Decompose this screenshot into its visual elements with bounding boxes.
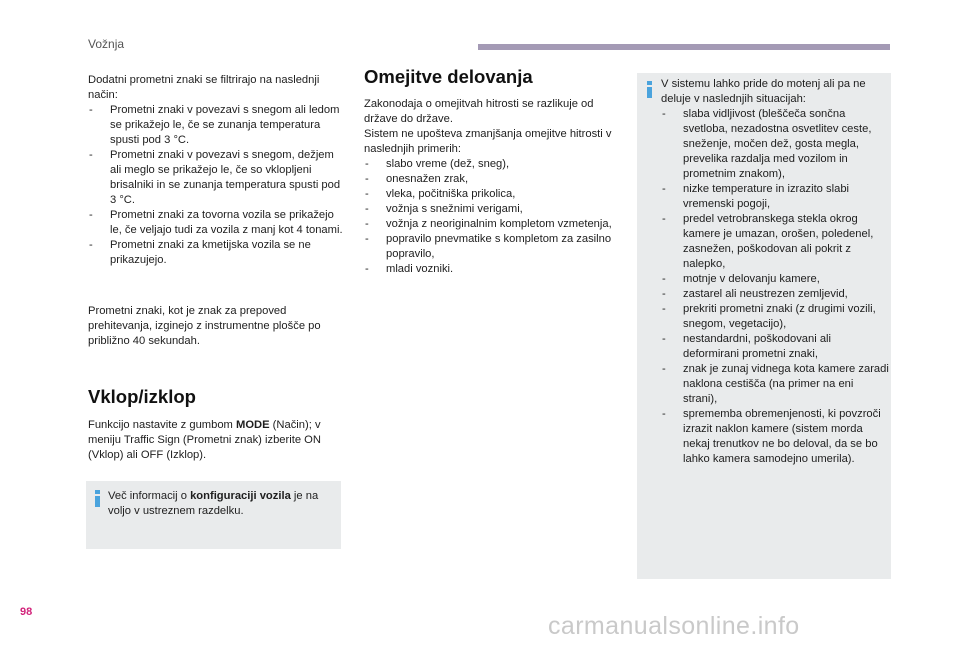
list-item: - prekriti prometni znaki (z drugimi vozili, snegom, vegetacijo), [661,302,890,332]
list-item: - Prometni znaki v povezavi s snegom ali ledom se prikažejo le, če se zunanja temperatura spusti pod 3 °C. [88,103,344,148]
vklop-text-before: Funkcijo nastavite z gumbom [88,419,236,431]
list-item: - vožnja z neoriginalnim kompletom vzmetenja, [364,217,620,232]
list-item: - motnje v delovanju kamere, [661,272,890,287]
filter-intro: Dodatni prometni znaki se filtrirajo na naslednji način: [88,74,320,101]
malfunction-note-text [661,77,890,467]
watermark: carmanualsonline.info [548,612,800,640]
list-item: - Prometni znaki za tovorna vozila se prikažejo le, če veljajo tudi za vozila z manj kot 4 tonami. [88,208,344,238]
vklop-heading: Vklop/izklop [88,386,196,407]
info-note-box [86,481,341,549]
header-bar [478,44,890,50]
limitations-list [364,157,620,277]
system-paragraph: Sistem ne upošteva zmanjšanja omejitve hitrosti v naslednjih primerih: [364,128,612,155]
list-item: - zastarel ali neustrezen zemljevid, [661,287,890,302]
list-item: - slaba vidljivost (bleščeča sončna svetloba, nezadostna osvetlitev ceste, sneženje, močen dež, gosta megla, prevelika razdalja med vozilom in prometnim znakom), [661,107,890,182]
middle-column [364,97,620,277]
list-item: - znak je zunaj vidnega kota kamere zaradi naklona cestišča (na primer na eni strani), [661,362,890,407]
list-item: - Prometni znaki za kmetijska vozila se ne prikazujejo. [88,238,344,268]
vklop-paragraph [88,418,344,463]
malfunction-intro: V sistemu lahko pride do motenj ali pa ne deluje v naslednjih situacijah: [661,78,866,105]
list-item: - mladi vozniki. [364,262,620,277]
list-item: - vleka, počitniška prikolica, [364,187,620,202]
list-item: - popravilo pnevmatike s kompletom za zasilno popravilo, [364,232,620,262]
info-icon [647,81,652,98]
legislation-paragraph: Zakonodaja o omejitvah hitrosti se razlikuje od države do države. [364,98,594,125]
page-number: 98 [20,606,33,618]
info-note-text [108,489,336,519]
section-label: Vožnja [88,37,125,51]
list-item: - nestandardni, poškodovani ali deformirani prometni znaki, [661,332,890,362]
malfunction-note-box [637,73,891,579]
list-item: - predel vetrobranskega stekla okrog kamere je umazan, orošen, poledenel, zasnežen, poškodovan ali pokrit z nalepko, [661,212,890,272]
list-item: - vožnja s snežnimi verigami, [364,202,620,217]
list-item: - Prometni znaki v povezavi s snegom, dežjem ali meglo se prikažejo le, če so vklopljeni brisalniki in se zunanja temperatura spusti pod 3 °C. [88,148,344,208]
vklop-text-after: (Način); v meniju Traffic Sign (Prometni znak) izberite ON (Vklop) ali OFF (Izklop). [88,419,321,461]
note-text-after: je na voljo v ustreznem razdelku. [108,490,319,517]
filter-list [88,103,344,268]
omejitve-heading: Omejitve delovanja [364,66,533,87]
list-item: - sprememba obremenjenosti, ki povzroči izrazit naklon kamere (sistem morda nekaj trenutkov ne bo deloval, da se bo lahko kamera samodejno umerila). [661,407,890,467]
disappear-paragraph: Prometni znaki, kot je znak za prepoved prehitevanja, izginejo z instrumentne plošče po približno 40 sekundah. [88,305,321,347]
vehicle-config-link[interactable]: konfiguraciji vozila [190,490,291,502]
list-item: - nizke temperature in izrazito slabi vremenski pogoji, [661,182,890,212]
info-icon [95,490,100,507]
list-item: - slabo vreme (dež, sneg), [364,157,620,172]
malfunction-list [661,107,890,467]
left-column [88,73,344,268]
mode-button-name: MODE [236,419,270,431]
note-text-before: Več informacij o [108,490,191,502]
list-item: - onesnažen zrak, [364,172,620,187]
